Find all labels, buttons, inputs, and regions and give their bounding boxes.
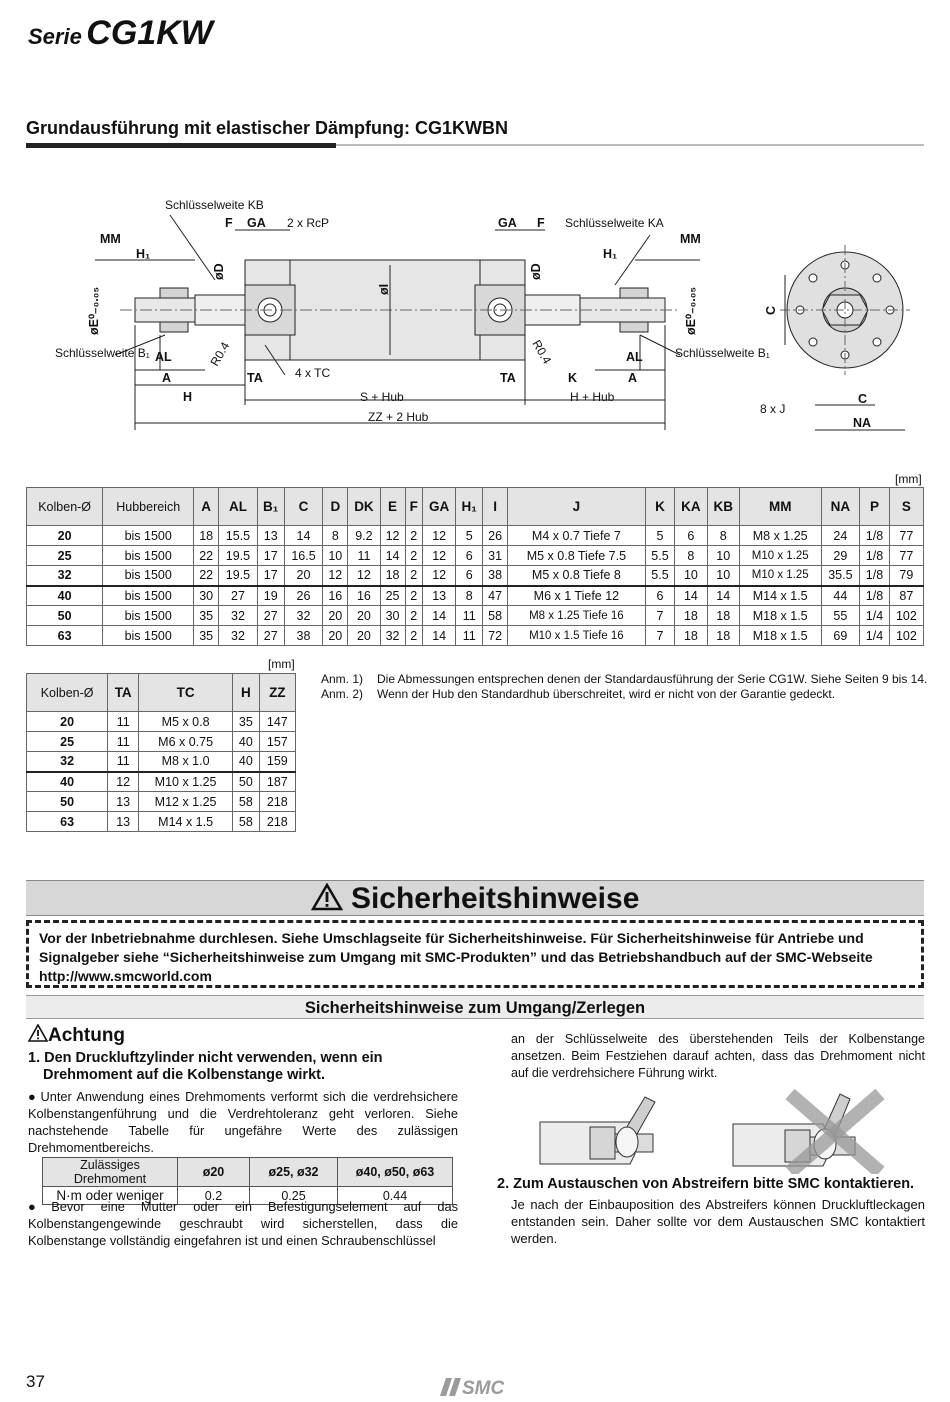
table-cell: bis 1500: [103, 606, 194, 626]
table-cell: 13: [108, 792, 139, 812]
label-h-hub: H + Hub: [570, 390, 615, 404]
table-cell: 5: [645, 526, 675, 546]
page-number: 37: [26, 1372, 45, 1391]
table-cell: 10: [707, 566, 739, 586]
table-cell: 218: [259, 792, 295, 812]
point-1-title: 1. Den Druckluftzylinder nicht verwenden, wenn ein Drehmoment auf die Kolbenstange wirkt.: [28, 1050, 383, 1083]
table-cell: 9.2: [348, 526, 380, 546]
column-header: Hubbereich: [103, 488, 194, 526]
table-cell: 7: [645, 606, 675, 626]
table-cell: 32: [380, 626, 405, 646]
table-cell: 18: [194, 526, 219, 546]
table-cell: 40: [27, 772, 108, 792]
label-oe-right: øE⁰₋₀.₀₅: [684, 286, 698, 335]
label-b1-left: Schlüsselweite B₁: [55, 346, 150, 360]
table-cell: 72: [483, 626, 508, 646]
table-cell: 12: [423, 566, 456, 586]
table-cell: 1/8: [860, 546, 890, 566]
handling-banner: Sicherheitshinweise zum Umgang/Zerlegen: [26, 995, 924, 1019]
table-cell: 12: [423, 526, 456, 546]
table-cell: 55: [821, 606, 860, 626]
column-header: ZZ: [259, 674, 295, 712]
bullet-1: ● Unter Anwendung eines Drehmoments verformt sich die verdrehsichere Kolbenstangenführung und die Verdrehtoleranz geht verloren. Siehe nachstehende Tabelle für ungefähre Werte des zulässigen Drehmomentbereichs.: [28, 1089, 458, 1155]
torque-unit: N·m oder weniger: [43, 1187, 178, 1205]
table-cell: bis 1500: [103, 546, 194, 566]
table-cell: M5 x 0.8: [139, 712, 233, 732]
label-ka: Schlüsselweite KA: [565, 216, 664, 230]
column-header: NA: [821, 488, 860, 526]
table-cell: 79: [889, 566, 923, 586]
warning-icon: [28, 1024, 48, 1042]
series-label: Serie: [28, 24, 82, 49]
column-header: Kolben-Ø: [27, 488, 103, 526]
table-cell: 25: [380, 586, 405, 606]
table-cell: 26: [483, 526, 508, 546]
table-cell: 20: [27, 712, 108, 732]
table-cell: 38: [483, 566, 508, 586]
table-cell: 32: [284, 606, 323, 626]
column-header: Kolben-Ø: [27, 674, 108, 712]
table-row: [27, 732, 296, 752]
table-cell: 22: [194, 546, 219, 566]
table-cell: 63: [27, 626, 103, 646]
table-cell: 102: [889, 626, 923, 646]
table-cell: 11: [108, 752, 139, 772]
column-header: J: [508, 488, 646, 526]
label-oe-left: øE⁰₋₀.₀₅: [87, 286, 101, 335]
column-header: MM: [739, 488, 821, 526]
table-cell: 26: [284, 586, 323, 606]
table-cell: M8 x 1.0: [139, 752, 233, 772]
main-table-unit: [mm]: [895, 472, 922, 486]
table-cell: 18: [380, 566, 405, 586]
table-cell: 29: [821, 546, 860, 566]
table-cell: 24: [821, 526, 860, 546]
table-cell: 30: [380, 606, 405, 626]
table-cell: 14: [675, 586, 707, 606]
bullet-2-continued: an der Schlüsselweite des überstehenden Teils der Kolbenstange ansetzen. Beim Festziehen darauf achten, dass das Drehmoment nicht auf die verdrehsichere Führung wirkt.: [511, 1032, 925, 1080]
table-row: [27, 586, 924, 606]
series-name: CG1KW: [86, 14, 213, 52]
table-cell: bis 1500: [103, 626, 194, 646]
bullet-2: ● Bevor eine Mutter oder ein Befestigungselement auf das Kolbenstangengewinde geschraubt wird sicherstellen, dass die Kolbenstange vollständig eingefahren ist und einen Schraubenschlüssel: [28, 1199, 458, 1248]
table-cell: 7: [645, 626, 675, 646]
table-cell: 32: [219, 606, 258, 626]
table-cell: 6: [675, 526, 707, 546]
table-cell: M5 x 0.8 Tiefe 8: [508, 566, 646, 586]
table-cell: 50: [27, 606, 103, 626]
label-ta-left: TA: [247, 371, 263, 385]
table-cell: M14 x 1.5: [739, 586, 821, 606]
table-cell: 2: [405, 626, 422, 646]
table-cell: 14: [284, 526, 323, 546]
label-k: K: [568, 371, 578, 385]
table-cell: 19: [257, 586, 284, 606]
table-cell: 27: [257, 626, 284, 646]
table-cell: 12: [380, 526, 405, 546]
table-cell: 13: [108, 812, 139, 832]
svg-text:SMC: SMC: [462, 1378, 505, 1398]
column-header: H₁: [456, 488, 483, 526]
column-header: I: [483, 488, 508, 526]
table-cell: 10: [707, 546, 739, 566]
table-cell: 218: [259, 812, 295, 832]
table-cell: 159: [259, 752, 295, 772]
label-ga-right: GA: [498, 216, 517, 230]
table-cell: 50: [27, 792, 108, 812]
title-rule: [26, 143, 924, 148]
warning-icon: [311, 883, 343, 911]
column-header: KA: [675, 488, 707, 526]
table-row: [27, 626, 924, 646]
table-cell: 16.5: [284, 546, 323, 566]
column-header: TC: [139, 674, 233, 712]
column-header: H: [233, 674, 260, 712]
table-cell: M14 x 1.5: [139, 812, 233, 832]
table-cell: M6 x 0.75: [139, 732, 233, 752]
table-row: [27, 546, 924, 566]
table-cell: 11: [108, 732, 139, 752]
column-header: D: [323, 488, 348, 526]
table-cell: 8: [323, 526, 348, 546]
torque-label: Zulässiges Drehmoment: [43, 1158, 178, 1187]
column-header: DK: [348, 488, 380, 526]
table-cell: 20: [323, 606, 348, 626]
table-cell: 20: [27, 526, 103, 546]
table-cell: M12 x 1.25: [139, 792, 233, 812]
table-cell: 22: [194, 566, 219, 586]
torque-table: Zulässiges Drehmoment ø20 ø25, ø32 ø40, ø50, ø63 N·m oder weniger 0.2 0.25 0.44: [42, 1157, 453, 1205]
table-cell: 14: [707, 586, 739, 606]
table-cell: 8: [675, 546, 707, 566]
table-cell: 2: [405, 606, 422, 626]
column-header: K: [645, 488, 675, 526]
note-2: Anm. 2) Wenn der Hub den Standardhub überschreitet, wird er nicht von der Garantie gedeckt.: [321, 687, 836, 701]
table-cell: 31: [483, 546, 508, 566]
table-cell: 5.5: [645, 566, 675, 586]
column-header: F: [405, 488, 422, 526]
table-row: [27, 712, 296, 732]
table-cell: 12: [323, 566, 348, 586]
label-r-left: R0.4: [207, 339, 233, 369]
table-cell: 11: [348, 546, 380, 566]
table-cell: 58: [233, 792, 260, 812]
table-cell: 17: [257, 566, 284, 586]
table-cell: 35.5: [821, 566, 860, 586]
column-header: KB: [707, 488, 739, 526]
label-ga-left: GA: [247, 216, 266, 230]
table-cell: 18: [707, 626, 739, 646]
label-ta-right: TA: [500, 371, 516, 385]
table-cell: 18: [675, 606, 707, 626]
table-cell: 12: [108, 772, 139, 792]
table-row: [27, 606, 924, 626]
table-cell: 1/8: [860, 566, 890, 586]
label-c-vertical: C: [764, 305, 778, 315]
label-j: 8 x J: [760, 402, 786, 416]
label-na: NA: [853, 416, 872, 430]
label-od-right: øD: [529, 263, 543, 280]
table-cell: M5 x 0.8 Tiefe 7.5: [508, 546, 646, 566]
table-cell: M4 x 0.7 Tiefe 7: [508, 526, 646, 546]
ta-tc-table: [26, 673, 296, 832]
table-cell: 50: [233, 772, 260, 792]
table-cell: 35: [194, 606, 219, 626]
table-cell: 6: [456, 546, 483, 566]
table-cell: 11: [456, 606, 483, 626]
table-cell: 32: [219, 626, 258, 646]
column-header: B₁: [257, 488, 284, 526]
table-cell: 2: [405, 546, 422, 566]
section-title: Grundausführung mit elastischer Dämpfung: CG1KWBN: [26, 118, 509, 138]
safety-banner-text: Sicherheitshinweise: [350, 882, 640, 915]
table-cell: 10: [675, 566, 707, 586]
table-cell: 147: [259, 712, 295, 732]
table-cell: 25: [27, 732, 108, 752]
table-cell: M10 x 1.5 Tiefe 16: [508, 626, 646, 646]
table-cell: 77: [889, 526, 923, 546]
label-a-right: A: [628, 371, 638, 385]
table-cell: 58: [483, 606, 508, 626]
note-1: Anm. 1) Die Abmessungen entsprechen denen der Standardausführung der Serie CG1W. Siehe Seiten 9 bis 14.: [321, 672, 928, 686]
table-cell: 12: [348, 566, 380, 586]
point-2-text: Je nach der Einbauposition des Abstreifers können Druckluftleckagen entstanden sein. Daher sollte vor dem Austauschen SMC kontaktiert werden.: [511, 1197, 925, 1246]
table-cell: M10 x 1.25: [139, 772, 233, 792]
column-header: E: [380, 488, 405, 526]
label-c-horizontal: C: [858, 392, 868, 406]
caution-heading: Achtung: [28, 1024, 125, 1047]
label-kb: Schlüsselweite KB: [165, 198, 264, 212]
table-cell: 2: [405, 566, 422, 586]
label-mm-right: MM: [680, 232, 701, 246]
label-rcp: 2 x RcP: [287, 216, 330, 230]
table-cell: 1/4: [860, 606, 890, 626]
table-cell: 87: [889, 586, 923, 606]
table-cell: 47: [483, 586, 508, 606]
table-cell: 40: [233, 732, 260, 752]
column-header: C: [284, 488, 323, 526]
table-cell: 32: [27, 566, 103, 586]
label-h: H: [183, 390, 193, 404]
label-f-right: F: [537, 216, 545, 230]
table-row: [27, 566, 924, 586]
label-h1-right: H₁: [603, 247, 618, 261]
table-cell: 35: [233, 712, 260, 732]
table-cell: 27: [219, 586, 258, 606]
table-cell: 187: [259, 772, 295, 792]
table-cell: 8: [707, 526, 739, 546]
table-cell: 77: [889, 546, 923, 566]
table-cell: 40: [27, 586, 103, 606]
table-cell: 13: [257, 526, 284, 546]
table-cell: M18 x 1.5: [739, 606, 821, 626]
table-cell: 14: [423, 606, 456, 626]
series-title: [28, 14, 213, 53]
label-f-left: F: [225, 216, 233, 230]
table-cell: 157: [259, 732, 295, 752]
table-row: [27, 526, 924, 546]
table-row: [27, 772, 296, 792]
table-cell: 14: [380, 546, 405, 566]
table-cell: M10 x 1.25: [739, 546, 821, 566]
table-cell: 18: [707, 606, 739, 626]
table-cell: M8 x 1.25 Tiefe 16: [508, 606, 646, 626]
table-cell: 63: [27, 812, 108, 832]
column-header: AL: [219, 488, 258, 526]
table-cell: 6: [456, 566, 483, 586]
table-cell: 2: [405, 586, 422, 606]
column-header: GA: [423, 488, 456, 526]
table-cell: 20: [348, 626, 380, 646]
table-cell: 6: [645, 586, 675, 606]
table-cell: 14: [423, 626, 456, 646]
table-cell: 19.5: [219, 566, 258, 586]
table-cell: 40: [233, 752, 260, 772]
label-b1-right: Schlüsselweite B₁: [675, 346, 770, 360]
table-cell: M8 x 1.25: [739, 526, 821, 546]
table-cell: 27: [257, 606, 284, 626]
dimensions-table: [26, 487, 924, 646]
table-header-row: [27, 488, 924, 526]
table-cell: 1/8: [860, 526, 890, 546]
label-tc: 4 x TC: [295, 366, 331, 380]
column-header: A: [194, 488, 219, 526]
safety-banner: [26, 880, 924, 916]
smc-logo: [438, 1376, 512, 1402]
table-cell: 5: [456, 526, 483, 546]
table-cell: 8: [456, 586, 483, 606]
table-row: [27, 812, 296, 832]
label-h1-left: H₁: [136, 247, 151, 261]
table-cell: 1/4: [860, 626, 890, 646]
table-cell: 2: [405, 526, 422, 546]
label-al-right: AL: [626, 350, 643, 364]
table-cell: 32: [27, 752, 108, 772]
point-2-title: 2. Zum Austauschen von Abstreifern bitte SMC kontaktieren.: [497, 1176, 915, 1192]
table-cell: 25: [27, 546, 103, 566]
table-cell: 30: [194, 586, 219, 606]
table-cell: 44: [821, 586, 860, 606]
column-header: S: [889, 488, 923, 526]
label-zz-hub: ZZ + 2 Hub: [368, 410, 429, 424]
table-row: [27, 792, 296, 812]
label-al-left: AL: [155, 350, 172, 364]
table-cell: 19.5: [219, 546, 258, 566]
table-cell: 20: [348, 606, 380, 626]
notes: [321, 672, 927, 702]
table-cell: 5.5: [645, 546, 675, 566]
smc-logo-icon: [438, 1376, 512, 1398]
table-row: [27, 752, 296, 772]
table-cell: M10 x 1.25: [739, 566, 821, 586]
table-cell: 1/8: [860, 586, 890, 606]
table-cell: 16: [348, 586, 380, 606]
label-od-left: øD: [212, 263, 226, 280]
table-cell: 17: [257, 546, 284, 566]
table-cell: 38: [284, 626, 323, 646]
label-s-hub: S + Hub: [360, 390, 404, 404]
table-cell: bis 1500: [103, 586, 194, 606]
table-cell: 13: [423, 586, 456, 606]
table-cell: bis 1500: [103, 526, 194, 546]
table-cell: M18 x 1.5: [739, 626, 821, 646]
cylinder-drawing: [40, 195, 930, 440]
table-cell: M6 x 1 Tiefe 12: [508, 586, 646, 606]
table-cell: 16: [323, 586, 348, 606]
table-cell: 35: [194, 626, 219, 646]
table-cell: 11: [108, 712, 139, 732]
table-cell: 20: [284, 566, 323, 586]
table-cell: 12: [423, 546, 456, 566]
table-cell: 20: [323, 626, 348, 646]
label-r-right: R0.4: [529, 337, 555, 367]
table-header-row: [27, 674, 296, 712]
small-table-unit: [mm]: [268, 657, 295, 671]
table-cell: 18: [675, 626, 707, 646]
safety-intro: Vor der Inbetriebnahme durchlesen. Siehe Umschlagseite für Sicherheitshinweise. Für Sicherheitshinweise für Antriebe und Signalgeber siehe “Sicherheitshinweise zum Umgang mit SMC-Produkten” und das Betriebshandbuch auf der SMC-Webseite http://www.smcworld.com: [26, 920, 924, 988]
label-oi: øI: [377, 283, 391, 295]
table-cell: 10: [323, 546, 348, 566]
column-header: P: [860, 488, 890, 526]
wrench-illustration: [535, 1082, 925, 1174]
column-header: TA: [108, 674, 139, 712]
table-cell: 69: [821, 626, 860, 646]
table-cell: 58: [233, 812, 260, 832]
label-a-left: A: [162, 371, 172, 385]
table-cell: 15.5: [219, 526, 258, 546]
label-mm-left: MM: [100, 232, 121, 246]
table-cell: 11: [456, 626, 483, 646]
table-cell: bis 1500: [103, 566, 194, 586]
table-cell: 102: [889, 606, 923, 626]
